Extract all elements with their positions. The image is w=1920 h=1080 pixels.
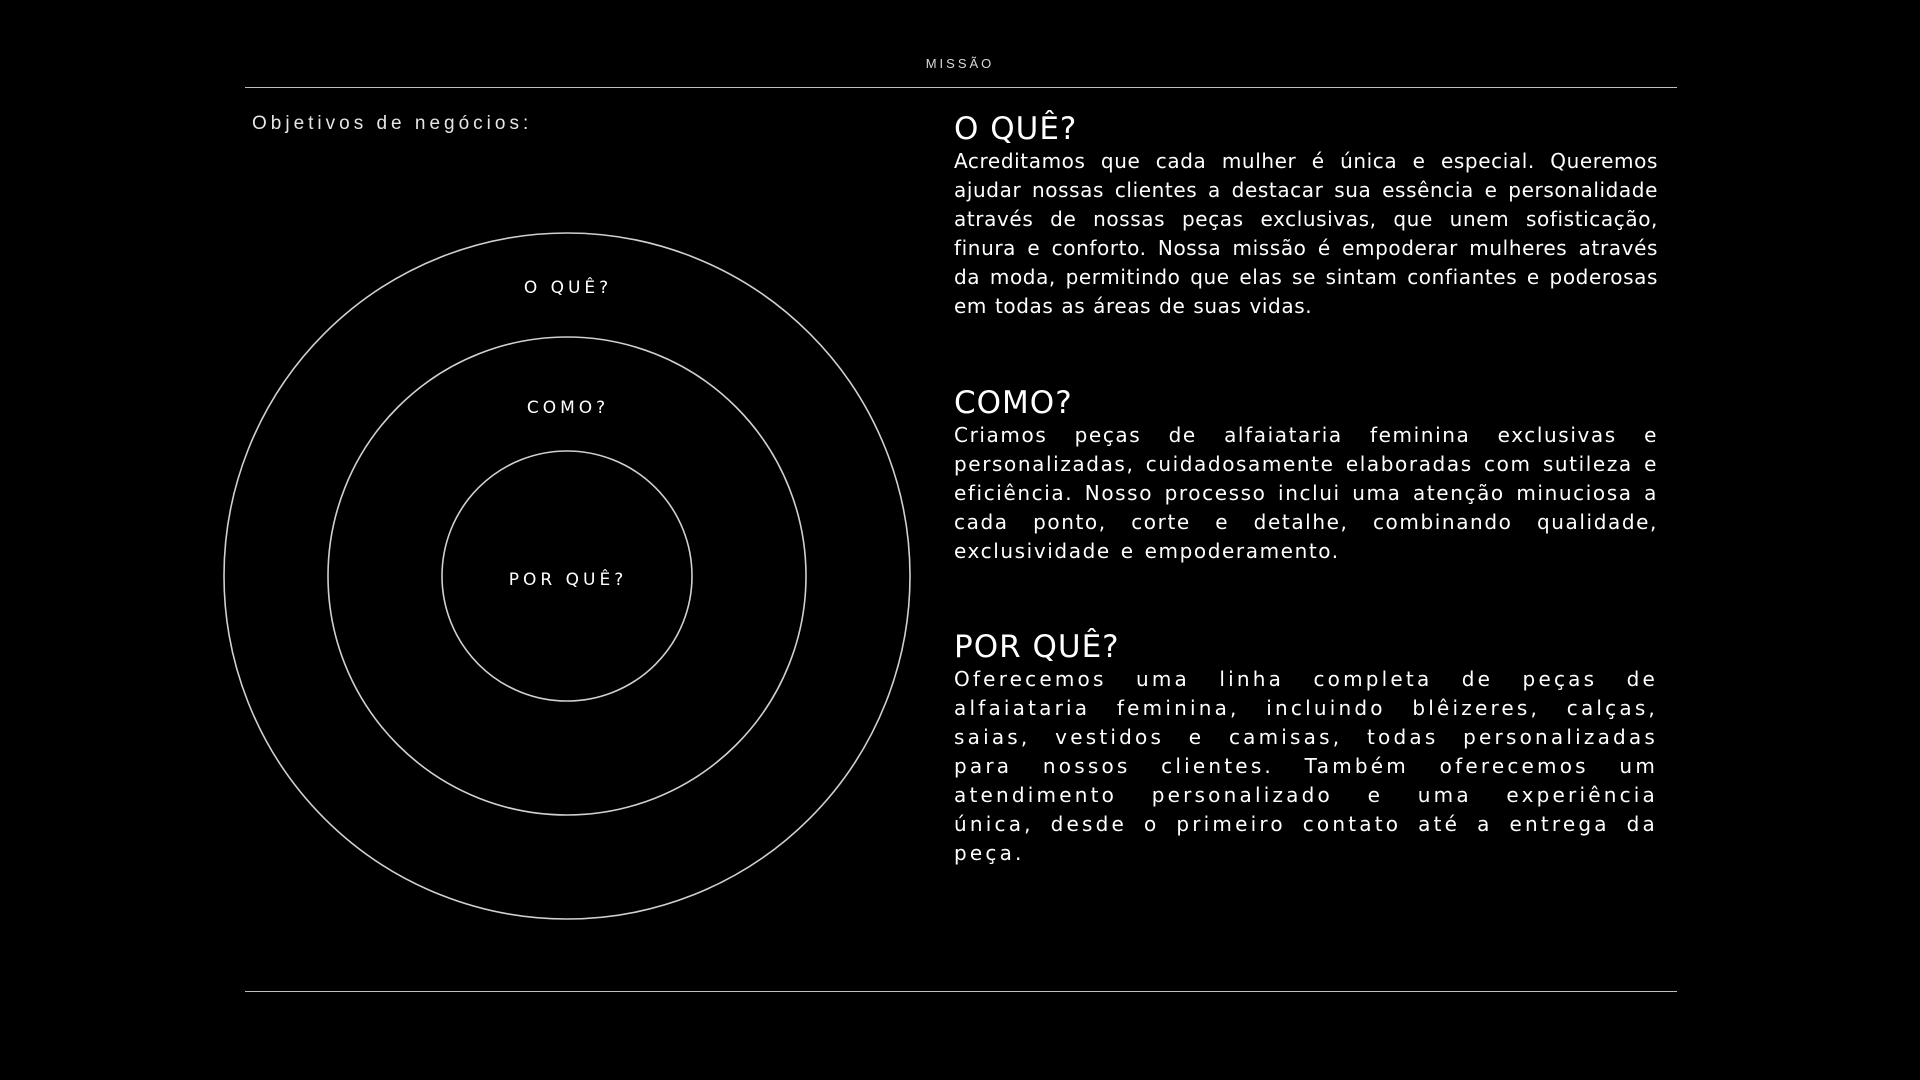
section-why-body: Oferecemos uma linha completa de peças de alfaiataria feminina, incluindo blêizeres, calças, saias, vestidos e camisas, todas personalizadas para nossos clientes. Também oferecemos um atendimento personalizado e uma experiência única, desde o primeiro contato até a entrega da peça.: [954, 667, 1658, 865]
middle-ring-label: COMO?: [526, 398, 610, 418]
section-how-body: Criamos peças de alfaiataria feminina exclusivas e personalizadas, cuidadosamente elaboradas com sutileza e eficiência. Nosso processo inclui uma atenção minuciosa a cada ponto, corte e detalhe, combinando qualidade, exclusividade e empoderamento.: [954, 423, 1658, 563]
inner-ring-label: POR QUÊ?: [508, 570, 628, 590]
section-what-body: Acreditamos que cada mulher é única e especial. Queremos ajudar nossas clientes a destacar sua essência e personalidade através de nossas peças exclusivas, que unem sofisticação, finura e conforto. Nossa missão é empoderar mulheres através da moda, permitindo que elas se sintam confiantes e poderosas em todas as áreas de suas vidas.: [954, 149, 1658, 318]
outer-ring-label: O QUÊ?: [523, 278, 613, 298]
page-title: MISSÃO: [925, 56, 995, 71]
section-how-heading: COMO?: [954, 385, 1073, 421]
section-how: [954, 385, 1658, 566]
section-what-heading: O QUÊ?: [954, 111, 1078, 147]
section-why-heading: POR QUÊ?: [954, 629, 1120, 665]
section-why: [954, 629, 1658, 868]
objectives-label: Objetivos de negócios:: [252, 113, 533, 134]
section-what: [954, 111, 1658, 321]
bottom-divider: [245, 991, 1677, 992]
